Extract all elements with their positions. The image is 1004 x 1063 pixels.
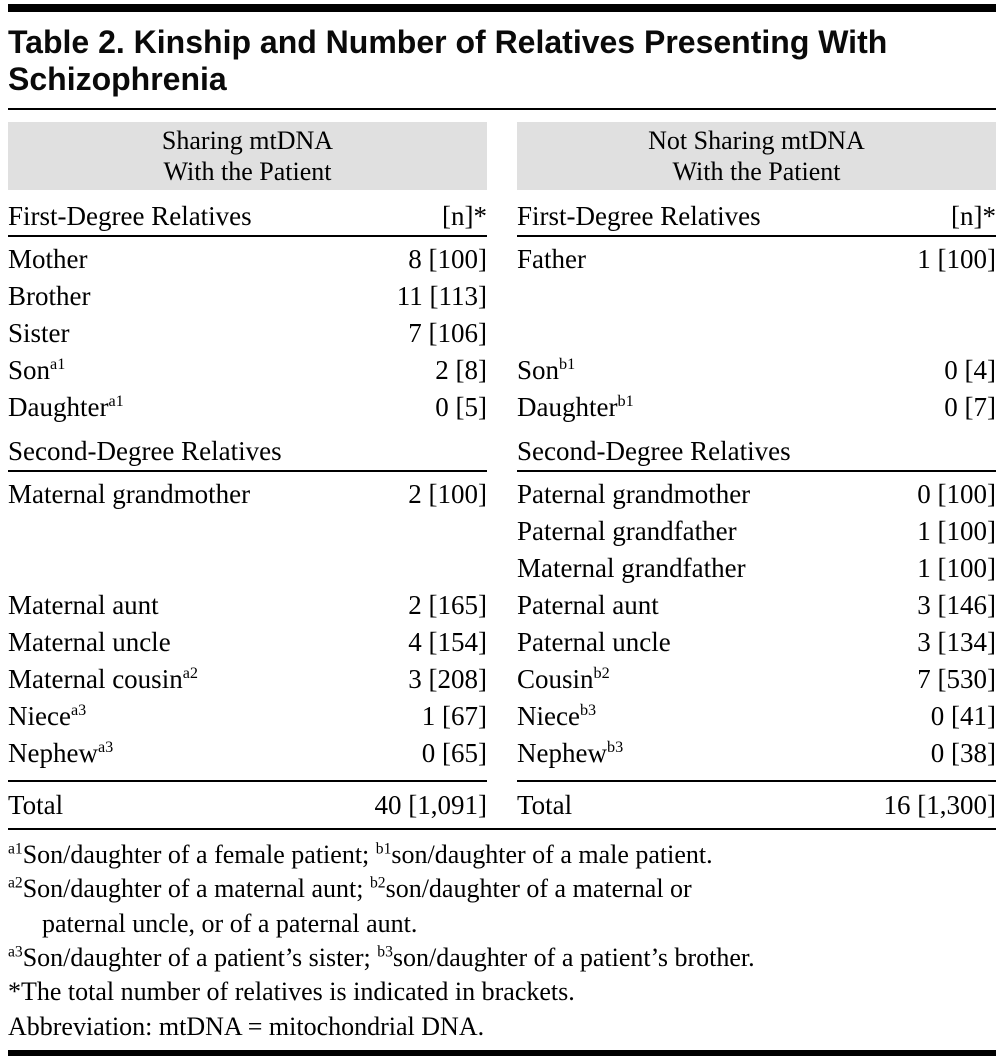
total-row [517,786,996,824]
table-row [517,476,996,513]
table-row [517,587,996,624]
relative-label [517,550,746,587]
table-row [8,278,487,315]
relative-count: 7 [530] [917,663,996,694]
footnote-line [8,975,996,1009]
relative-label [517,735,623,772]
relative-label-text: Son [8,354,51,385]
table-row [517,698,996,735]
footnote-line [8,1010,996,1044]
footnote-marker: b1 [375,840,392,858]
bottom-rule [8,1050,996,1056]
top-rule [8,4,996,12]
footnote-line [8,907,996,941]
first-degree-header: First-Degree Relatives [517,200,761,231]
relative-count: 7 [106] [408,317,487,348]
group-header [517,122,996,190]
relative-count: 3 [208] [408,663,487,694]
footnote-marker: b1 [559,354,576,373]
group-header-line: Not Sharing mtDNA [648,125,865,155]
relative-label [517,352,575,389]
relative-count: 3 [146] [917,589,996,620]
relative-label-text: Nephew [8,737,98,768]
footnote-text: Son/daughter of a female patient; [22,839,376,869]
footnote-marker: b1 [617,391,634,410]
footnote-text: son/daughter of a male patient. [391,839,713,869]
relative-label [8,476,250,513]
n-header: [n]* [442,200,487,231]
footnote-line [8,872,996,906]
footnote-marker: b3 [579,700,597,719]
table-row [517,352,996,389]
footnote-marker: a3 [70,700,87,719]
table-row [517,735,996,772]
relative-label-text: Mother [8,243,88,274]
table-row [8,550,487,587]
relative-count: 0 [100] [917,478,996,509]
relative-label-text: Son [517,354,560,385]
relative-count: 4 [154] [408,626,487,657]
footnote-text: son/daughter of a patient’s brother. [392,942,755,972]
total-count: 16 [1,300] [883,789,996,820]
relative-label [8,241,87,278]
total-label: Total [8,789,64,820]
footnote-text: Son/daughter of a patient’s sister; [22,942,378,972]
table-row [8,735,487,772]
footnote-marker: b2 [370,874,386,892]
footnote-text: paternal uncle, or of a paternal aunt. [42,908,418,938]
table-row [517,278,996,315]
relative-label [8,315,70,352]
relative-count: 2 [100] [408,478,487,509]
table-row [517,624,996,661]
relative-label-text: Father [517,243,586,274]
footnote-text: Abbreviation: mtDNA = mitochondrial DNA. [8,1011,485,1041]
footnote-marker: a3 [8,943,23,961]
total-row [8,786,487,824]
footnote-marker: a2 [182,663,198,682]
second-degree-header: Second-Degree Relatives [8,435,282,466]
table-row [8,352,487,389]
table-row [8,513,487,550]
relative-label-text: Maternal grandfather [517,552,746,583]
table-row [517,513,996,550]
table-row [8,315,487,352]
relative-label-text: Paternal aunt [517,589,659,620]
footnote-marker: a3 [97,737,114,756]
relative-count: 2 [8] [435,354,487,385]
table-row [517,661,996,698]
table-row [8,389,487,426]
relative-count: 11 [113] [396,280,487,311]
table-row [8,476,487,513]
group-header-line: Sharing mtDNA [161,125,334,155]
relative-count: 0 [7] [944,391,996,422]
relative-count: 0 [65] [421,737,487,768]
relative-label-text: Brother [8,280,91,311]
column-header-row [517,198,996,235]
footnote-marker: b2 [593,663,610,682]
footnote-marker: a1 [50,354,66,373]
relative-label-text: Daughter [8,391,109,422]
relative-label [8,278,90,315]
relative-count: 0 [41] [930,700,996,731]
panel-sharing-mtdna [8,122,487,824]
relative-label-text: Maternal cousin [8,663,183,694]
relative-count: 1 [100] [917,552,996,583]
first-degree-header: First-Degree Relatives [8,200,252,231]
footnote-text: son/daughter of a maternal or [385,874,692,904]
second-degree-rule [517,470,996,472]
group-header-line: With the Patient [672,156,841,186]
relative-label [8,735,113,772]
second-degree-rule [8,470,487,472]
n-header: [n]* [951,200,996,231]
footnote-line [8,838,996,872]
relative-label-text: Paternal grandmother [517,478,751,509]
relative-label [517,241,586,278]
relative-label [517,698,596,735]
relative-label [8,661,198,698]
relative-label [8,352,65,389]
relative-label-text: Maternal grandmother [8,478,251,509]
second-degree-header: Second-Degree Relatives [517,435,791,466]
relative-label-text: Maternal uncle [8,626,171,657]
relative-label-text: Cousin [517,663,594,694]
relative-label [517,389,634,426]
header-rule [8,235,487,237]
total-label: Total [517,789,573,820]
relative-count: 0 [38] [930,737,996,768]
relative-label-text: Niece [8,700,71,731]
panel-not-sharing-mtdna [517,122,996,824]
table-row [8,661,487,698]
table-row [517,241,996,278]
relative-label-text: Niece [517,700,580,731]
relative-count: 1 [100] [917,243,996,274]
relative-label-text: Sister [8,317,70,348]
footnote-text: Son/daughter of a maternal aunt; [22,874,370,904]
group-header [8,122,487,190]
table-row [8,698,487,735]
footnote-marker: a1 [8,840,23,858]
relative-label [8,624,171,661]
table-row [8,587,487,624]
relative-label [517,513,737,550]
column-header-row [8,198,487,235]
relative-count: 0 [5] [435,391,487,422]
header-rule [517,235,996,237]
relative-label-text: Paternal uncle [517,626,671,657]
table-row [517,550,996,587]
relative-label [517,476,750,513]
footnotes [8,838,996,1044]
title-rule [8,108,996,110]
footnote-line [8,941,996,975]
relative-count: 1 [67] [421,700,487,731]
table-row [8,241,487,278]
relative-label [517,587,659,624]
relative-label [517,661,610,698]
relative-label [8,587,159,624]
relative-label [8,698,86,735]
relative-count: 0 [4] [944,354,996,385]
table-title: Table 2. Kinship and Number of Relatives Presenting With Schizophrenia [8,24,888,97]
relative-label [8,389,124,426]
table-row [8,624,487,661]
footnote-marker: b3 [377,943,393,961]
table-body [8,122,996,824]
footnote-marker: a2 [8,874,23,892]
below-totals-rule [8,828,996,830]
relative-label-text: Nephew [517,737,607,768]
relative-label-text: Daughter [517,391,618,422]
relative-label [517,624,671,661]
relative-count: 3 [134] [917,626,996,657]
total-rule [8,780,487,782]
relative-label-text: Paternal grandfather [517,515,737,546]
total-count: 40 [1,091] [374,789,487,820]
footnote-marker: a1 [108,391,124,410]
group-header-line: With the Patient [163,156,332,186]
total-rule [517,780,996,782]
table-row [517,389,996,426]
relative-count: 1 [100] [917,515,996,546]
relative-label-text: Maternal aunt [8,589,159,620]
relative-count: 8 [100] [408,243,487,274]
table-row [517,315,996,352]
footnote-marker: b3 [606,737,624,756]
relative-count: 2 [165] [408,589,487,620]
footnote-text: *The total number of relatives is indicated in brackets. [8,977,575,1007]
